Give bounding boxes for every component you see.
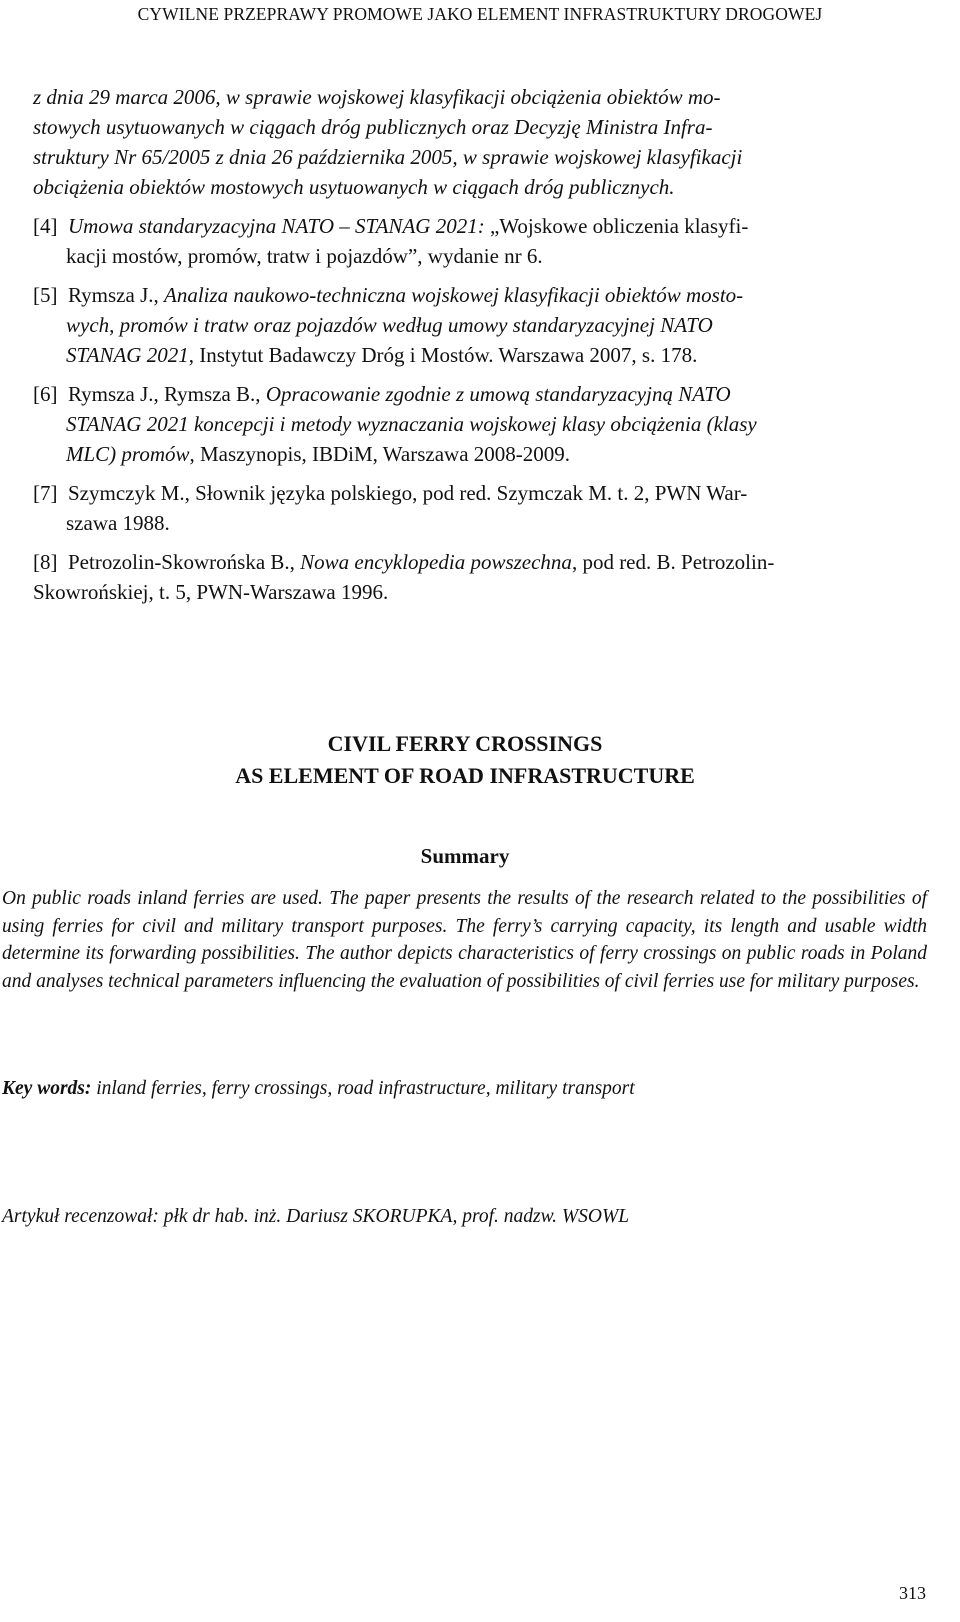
ref-text: „Wojskowe obliczenia klasyfi- — [484, 214, 749, 238]
keywords-label: Key words: — [2, 1078, 92, 1099]
ref-number: [4] — [33, 214, 58, 238]
english-title — [0, 728, 930, 792]
running-title: CYWILNE PRZEPRAWY PROMOWE JAKO ELEMENT INFRASTRUKTURY DROGOWEJ — [137, 4, 823, 24]
summary-heading: Summary — [420, 844, 510, 868]
ref-number: [7] — [33, 481, 58, 505]
reviewer-note: Artykuł recenzował: płk dr hab. inż. Dariusz SKORUPKA, prof. nadzw. WSOWL — [2, 1206, 630, 1227]
ref-title: Nowa encyklopedia powszechna — [300, 550, 572, 574]
reference-4 — [33, 211, 926, 271]
ref-text: szawa 1988. — [66, 511, 170, 535]
ref-title: Umowa standaryzacyjna NATO – STANAG 2021: — [68, 214, 485, 238]
reference-6 — [33, 379, 926, 469]
ref-line: stowych usytuowanych w ciągach dróg publicznych oraz Decyzję Ministra Infra- — [33, 115, 713, 139]
ref-line: z dnia 29 marca 2006, w sprawie wojskowej klasyfikacji obciążenia obiektów mo- — [33, 85, 721, 109]
ref-number: [8] — [33, 550, 58, 574]
ref-title: Analiza naukowo-techniczna wojskowej klasyfikacji obiektów mosto- — [164, 283, 744, 307]
keywords — [2, 1078, 927, 1100]
ref-text: Szymczyk M., Słownik języka polskiego, pod red. Szymczak M. t. 2, PWN War- — [68, 481, 748, 505]
ref-number: [5] — [33, 283, 58, 307]
ref-title: Opracowanie zgodnie z umową standaryzacyjną NATO — [265, 382, 731, 406]
ref-author: Petrozolin-Skowrońska B., — [68, 550, 295, 574]
ref-author: Rymsza J., — [68, 283, 159, 307]
ref-text: Skowrońskiej, t. 5, PWN-Warszawa 1996. — [33, 580, 389, 604]
ref-line: obciążenia obiektów mostowych usytuowanych w ciągach dróg publicznych. — [33, 175, 675, 199]
page-number: 313 — [899, 1583, 926, 1603]
ref-title: MLC) promów — [66, 442, 190, 466]
ref-author: Rymsza J., Rymsza B., — [68, 382, 261, 406]
ref-text: , Instytut Badawczy Dróg i Mostów. Warszawa 2007, s. 178. — [188, 343, 698, 367]
ref-title: wych, promów i tratw oraz pojazdów według umowy standaryzacyjnej NATO — [66, 313, 713, 337]
reference-list — [33, 82, 926, 616]
ref-title: STANAG 2021 — [66, 343, 189, 367]
ref-number: [6] — [33, 382, 58, 406]
title-line: AS ELEMENT OF ROAD INFRASTRUCTURE — [235, 763, 695, 788]
ref-line: struktury Nr 65/2005 z dnia 26 października 2005, w sprawie wojskowej klasyfikacji — [33, 145, 743, 169]
reference-8 — [33, 547, 926, 607]
ref-text: , pod red. B. Petrozolin- — [571, 550, 775, 574]
reference-5 — [33, 280, 926, 370]
ref-text: kacji mostów, promów, tratw i pojazdów”, wydanie nr 6. — [66, 244, 543, 268]
abstract: On public roads inland ferries are used. The paper presents the results of the research related to the possibilities of using ferries for civil and military transport purposes. The ferry’s carrying capacity, its length and usable width determine its forwarding possibilities. The author depicts characteristics of ferry crossings on public roads in Poland and analyses technical parameters influencing the evaluation of possibilities of civil ferries use for military purposes. — [2, 888, 927, 992]
reference-3-continuation — [33, 82, 926, 202]
title-line: CIVIL FERRY CROSSINGS — [327, 731, 603, 756]
reference-7 — [33, 478, 926, 538]
ref-title: STANAG 2021 koncepcji i metody wyznaczania wojskowej klasy obciążenia (klasy — [66, 412, 757, 436]
keywords-text: inland ferries, ferry crossings, road infrastructure, military transport — [91, 1078, 635, 1099]
ref-text: , Maszynopis, IBDiM, Warszawa 2008-2009. — [189, 442, 571, 466]
